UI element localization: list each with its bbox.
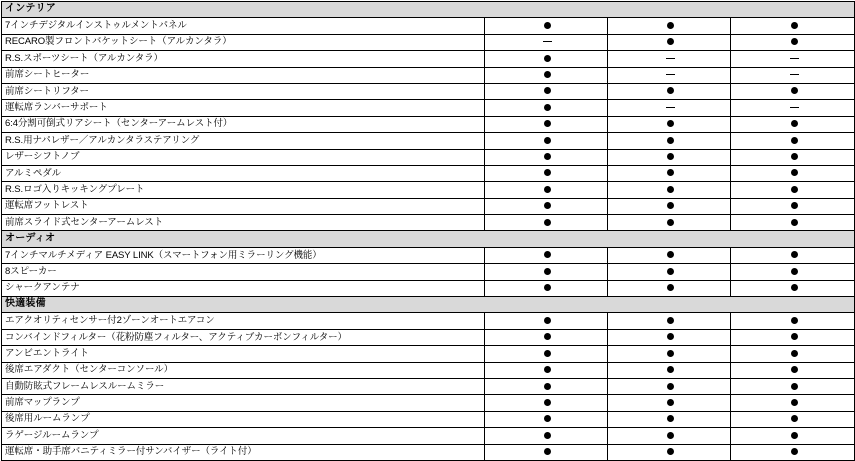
section-title: 快適装備 <box>2 297 855 313</box>
grade-2-mark <box>608 18 731 34</box>
grade-1-mark <box>485 34 608 50</box>
grade-1-mark <box>485 67 608 83</box>
table-row <box>2 395 855 411</box>
feature-label: 運転席・助手席バニティミラー付サンバイザー（ライト付） <box>2 444 485 460</box>
grade-1-mark <box>485 215 608 231</box>
grade-3-mark <box>731 280 855 296</box>
grade-1-mark <box>485 395 608 411</box>
available-dot <box>544 284 551 291</box>
grade-2-mark <box>608 411 731 427</box>
available-dot <box>544 448 551 455</box>
table-row <box>2 182 855 198</box>
grade-3-mark <box>731 428 855 444</box>
available-dot <box>667 219 674 226</box>
table-row <box>2 83 855 99</box>
table-row <box>2 247 855 263</box>
grade-3-mark <box>731 395 855 411</box>
feature-label: 前席スライド式センターアームレスト <box>2 215 485 231</box>
available-dot <box>667 448 674 455</box>
grade-2-mark <box>608 34 731 50</box>
available-dot <box>791 350 798 357</box>
grade-2-mark <box>608 280 731 296</box>
feature-label: コンバインドフィルター（花粉防塵フィルター、アクティブカーボンフィルター） <box>2 329 485 345</box>
grade-1-mark <box>485 329 608 345</box>
table-row <box>2 428 855 444</box>
table-row <box>2 67 855 83</box>
section-header-row <box>2 2 855 18</box>
grade-1-mark <box>485 264 608 280</box>
available-dot <box>667 120 674 127</box>
feature-label: 運転席ランバーサポート <box>2 100 485 116</box>
grade-3-mark <box>731 133 855 149</box>
grade-3-mark <box>731 378 855 394</box>
grade-1-mark <box>485 428 608 444</box>
available-dot <box>667 415 674 422</box>
table-row <box>2 198 855 214</box>
available-dot <box>544 186 551 193</box>
feature-label: 後席エアダクト（センターコンソール） <box>2 362 485 378</box>
available-dot <box>544 153 551 160</box>
available-dot <box>544 71 551 78</box>
grade-3-mark <box>731 165 855 181</box>
available-dot <box>791 120 798 127</box>
available-dot <box>544 399 551 406</box>
available-dot <box>791 219 798 226</box>
table-row <box>2 34 855 50</box>
not-available-dash <box>543 41 552 42</box>
feature-label: R.S.用ナパレザー／アルカンタラステアリング <box>2 133 485 149</box>
grade-3-mark <box>731 215 855 231</box>
available-dot <box>791 399 798 406</box>
grade-2-mark <box>608 247 731 263</box>
table-row <box>2 133 855 149</box>
grade-1-mark <box>485 362 608 378</box>
spec-sheet <box>0 1 855 458</box>
available-dot <box>544 22 551 29</box>
table-row <box>2 215 855 231</box>
feature-label: 8スピーカー <box>2 264 485 280</box>
available-dot <box>667 333 674 340</box>
available-dot <box>791 202 798 209</box>
grade-3-mark <box>731 149 855 165</box>
grade-3-mark <box>731 362 855 378</box>
not-available-dash <box>666 107 675 108</box>
table-row <box>2 100 855 116</box>
available-dot <box>791 186 798 193</box>
available-dot <box>791 268 798 275</box>
grade-2-mark <box>608 100 731 116</box>
grade-2-mark <box>608 444 731 460</box>
grade-2-mark <box>608 362 731 378</box>
grade-3-mark <box>731 247 855 263</box>
available-dot <box>667 350 674 357</box>
available-dot <box>544 350 551 357</box>
available-dot <box>667 432 674 439</box>
grade-1-mark <box>485 165 608 181</box>
available-dot <box>544 251 551 258</box>
available-dot <box>791 137 798 144</box>
grade-2-mark <box>608 378 731 394</box>
available-dot <box>544 219 551 226</box>
available-dot <box>544 366 551 373</box>
available-dot <box>791 87 798 94</box>
grade-1-mark <box>485 280 608 296</box>
grade-1-mark <box>485 116 608 132</box>
available-dot <box>544 120 551 127</box>
table-row <box>2 329 855 345</box>
table-row <box>2 116 855 132</box>
grade-2-mark <box>608 116 731 132</box>
available-dot <box>791 448 798 455</box>
not-available-dash <box>790 58 799 59</box>
not-available-dash <box>790 74 799 75</box>
feature-label: R.S.ロゴ入りキッキングプレート <box>2 182 485 198</box>
not-available-dash <box>790 107 799 108</box>
grade-1-mark <box>485 444 608 460</box>
feature-label: R.S.スポーツシート（アルカンタラ） <box>2 51 485 67</box>
grade-1-mark <box>485 133 608 149</box>
available-dot <box>544 383 551 390</box>
grade-1-mark <box>485 100 608 116</box>
grade-2-mark <box>608 215 731 231</box>
available-dot <box>667 137 674 144</box>
grade-3-mark <box>731 51 855 67</box>
feature-label: ラゲージルームランプ <box>2 428 485 444</box>
feature-label: 前席マップランプ <box>2 395 485 411</box>
grade-2-mark <box>608 149 731 165</box>
grade-1-mark <box>485 182 608 198</box>
grade-2-mark <box>608 51 731 67</box>
grade-3-mark <box>731 411 855 427</box>
available-dot <box>791 22 798 29</box>
available-dot <box>791 284 798 291</box>
grade-2-mark <box>608 395 731 411</box>
available-dot <box>667 169 674 176</box>
feature-label: シャークアンテナ <box>2 280 485 296</box>
available-dot <box>667 268 674 275</box>
grade-2-mark <box>608 313 731 329</box>
available-dot <box>544 137 551 144</box>
available-dot <box>544 333 551 340</box>
section-header-row <box>2 297 855 313</box>
feature-label: 前席シートリフター <box>2 83 485 99</box>
grade-2-mark <box>608 428 731 444</box>
grade-2-mark <box>608 264 731 280</box>
grade-1-mark <box>485 411 608 427</box>
section-header-row <box>2 231 855 247</box>
feature-label: アルミペダル <box>2 165 485 181</box>
grade-1-mark <box>485 83 608 99</box>
available-dot <box>667 366 674 373</box>
available-dot <box>791 317 798 324</box>
grade-2-mark <box>608 133 731 149</box>
grade-2-mark <box>608 165 731 181</box>
table-row <box>2 51 855 67</box>
available-dot <box>667 251 674 258</box>
feature-label: アンビエントライト <box>2 346 485 362</box>
available-dot <box>544 169 551 176</box>
feature-label: エアクオリティセンサー付2ゾーンオートエアコン <box>2 313 485 329</box>
grade-3-mark <box>731 34 855 50</box>
available-dot <box>791 333 798 340</box>
available-dot <box>791 432 798 439</box>
table-row <box>2 149 855 165</box>
grade-3-mark <box>731 83 855 99</box>
section-title: オーディオ <box>2 231 855 247</box>
available-dot <box>667 202 674 209</box>
feature-label: 7インチデジタルインストゥルメントパネル <box>2 18 485 34</box>
available-dot <box>544 87 551 94</box>
grade-2-mark <box>608 329 731 345</box>
table-row <box>2 264 855 280</box>
feature-label: 運転席フットレスト <box>2 198 485 214</box>
grade-3-mark <box>731 100 855 116</box>
grade-1-mark <box>485 51 608 67</box>
grade-3-mark <box>731 264 855 280</box>
available-dot <box>791 153 798 160</box>
available-dot <box>791 366 798 373</box>
grade-3-mark <box>731 182 855 198</box>
section-title: インテリア <box>2 2 855 18</box>
available-dot <box>544 55 551 62</box>
available-dot <box>791 415 798 422</box>
grade-3-mark <box>731 18 855 34</box>
feature-label: レザーシフトノブ <box>2 149 485 165</box>
available-dot <box>544 317 551 324</box>
grade-1-mark <box>485 346 608 362</box>
available-dot <box>667 22 674 29</box>
grade-3-mark <box>731 329 855 345</box>
grade-1-mark <box>485 378 608 394</box>
feature-label: 前席シートヒーター <box>2 67 485 83</box>
grade-2-mark <box>608 346 731 362</box>
grade-3-mark <box>731 116 855 132</box>
equipment-spec-table <box>1 1 855 461</box>
table-row <box>2 18 855 34</box>
grade-3-mark <box>731 313 855 329</box>
available-dot <box>667 399 674 406</box>
grade-2-mark <box>608 83 731 99</box>
grade-1-mark <box>485 313 608 329</box>
available-dot <box>667 186 674 193</box>
feature-label: 6:4分割可倒式リアシート（センターアームレスト付） <box>2 116 485 132</box>
grade-3-mark <box>731 346 855 362</box>
grade-2-mark <box>608 182 731 198</box>
table-row <box>2 362 855 378</box>
grade-1-mark <box>485 198 608 214</box>
available-dot <box>667 153 674 160</box>
available-dot <box>544 104 551 111</box>
available-dot <box>791 38 798 45</box>
available-dot <box>544 268 551 275</box>
available-dot <box>544 415 551 422</box>
table-row <box>2 280 855 296</box>
feature-label: RECARO製フロントバケットシート（アルカンタラ） <box>2 34 485 50</box>
table-row <box>2 165 855 181</box>
feature-label: 自動防眩式フレームレスルームミラー <box>2 378 485 394</box>
available-dot <box>667 87 674 94</box>
available-dot <box>791 169 798 176</box>
grade-1-mark <box>485 247 608 263</box>
grade-2-mark <box>608 67 731 83</box>
available-dot <box>544 202 551 209</box>
grade-2-mark <box>608 198 731 214</box>
available-dot <box>667 38 674 45</box>
grade-3-mark <box>731 444 855 460</box>
grade-1-mark <box>485 149 608 165</box>
available-dot <box>791 383 798 390</box>
grade-3-mark <box>731 198 855 214</box>
grade-3-mark <box>731 67 855 83</box>
available-dot <box>791 251 798 258</box>
table-row <box>2 346 855 362</box>
not-available-dash <box>666 74 675 75</box>
table-row <box>2 313 855 329</box>
feature-label: 後席用ルームランプ <box>2 411 485 427</box>
available-dot <box>544 432 551 439</box>
not-available-dash <box>666 58 675 59</box>
available-dot <box>667 317 674 324</box>
table-row <box>2 378 855 394</box>
table-row <box>2 411 855 427</box>
grade-1-mark <box>485 18 608 34</box>
available-dot <box>667 383 674 390</box>
feature-label: 7インチマルチメディア EASY LINK（スマートフォン用ミラーリング機能） <box>2 247 485 263</box>
table-row <box>2 444 855 460</box>
available-dot <box>667 284 674 291</box>
